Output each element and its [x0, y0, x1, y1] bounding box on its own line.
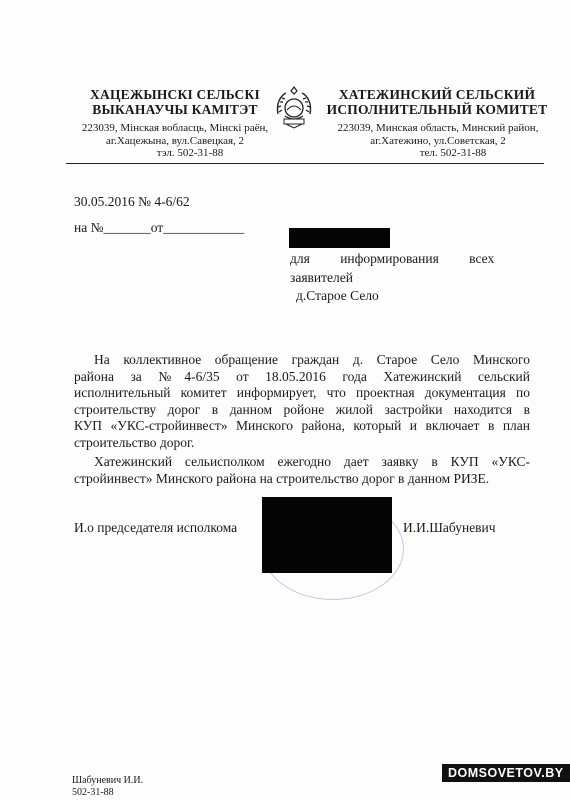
body-line: стройинвест» Минского района на строительство дорог в данном РИЗЕ.: [74, 470, 490, 486]
body-line: исполнительный комитет информирует, что проектная документация по: [74, 385, 530, 400]
right-address-line2: аг.Хатежино, ул.Советская, 2: [370, 134, 506, 147]
body-line: КУП «УКС-стройинвест» Минского района, который и включает в план: [74, 418, 530, 433]
right-org-title: [322, 87, 552, 117]
site-watermark: DOMSOVETOV.BY: [442, 764, 570, 782]
right-org-title-line2: ИСПОЛНИТЕЛЬНЫЙ КОМИТЕТ: [326, 102, 548, 117]
signature-title: И.о председателя исполкома: [74, 520, 238, 535]
incoming-reference: на №_______от____________: [74, 220, 245, 235]
executor-name: Шабуневич И.И.: [72, 775, 144, 786]
body-line: строительство дорог.: [74, 434, 195, 450]
recipient-line2: заявителей: [290, 269, 353, 285]
recipient-block: [290, 251, 530, 305]
body-paragraph-2: [74, 454, 530, 487]
left-address-line1: 223039, Мінская вобласць, Мінскі раён,: [81, 122, 269, 134]
right-org-address: [326, 122, 550, 160]
redacted-recipient: [289, 228, 390, 248]
body-paragraph-1: [74, 352, 530, 451]
left-address-line3: тэл. 502-31-88: [156, 147, 224, 159]
executor-info: [72, 775, 143, 799]
coat-of-arms-icon: [272, 84, 316, 130]
right-org-title-line1: ХАТЕЖИНСКИЙ СЕЛЬСКИЙ: [338, 87, 536, 102]
left-org-address: [68, 122, 282, 160]
right-address-line3: тел. 502-31-88: [419, 147, 487, 159]
body-line: Хатежинский сельисполком ежегодно дает заявку в КУП «УКС-: [94, 454, 530, 469]
left-org-title: [70, 87, 280, 117]
body-line: строительству дорог в данном ройоне жилой застройки находится в: [74, 401, 530, 417]
recipient-line1: для информирования всех: [290, 251, 495, 266]
outgoing-date-number: 30.05.2016 № 4-6/62: [74, 194, 190, 209]
redacted-signature: [262, 497, 392, 573]
left-address-line2: аг.Хацежына, вул.Савецкая, 2: [105, 134, 245, 147]
recipient-line3: д.Старое Село: [296, 288, 379, 303]
signatory-name: И.И.Шабуневич: [403, 520, 496, 535]
executor-phone: 502-31-88: [72, 787, 114, 798]
right-address-line1: 223039, Минская область, Минский район,: [337, 122, 539, 134]
body-line: района за №4-6/35 от 18.05.2016 года Хатежинский сельский: [74, 368, 530, 384]
left-org-title-line1: ХАЦЕЖЫНСКІ СЕЛЬСКІ: [90, 87, 260, 102]
header-divider: [66, 163, 544, 164]
body-line: На коллективное обращение граждан д. Старое Село Минского: [94, 352, 530, 367]
left-org-title-line2: ВЫКАНАУЧЫ КАМІТЭТ: [92, 102, 258, 117]
